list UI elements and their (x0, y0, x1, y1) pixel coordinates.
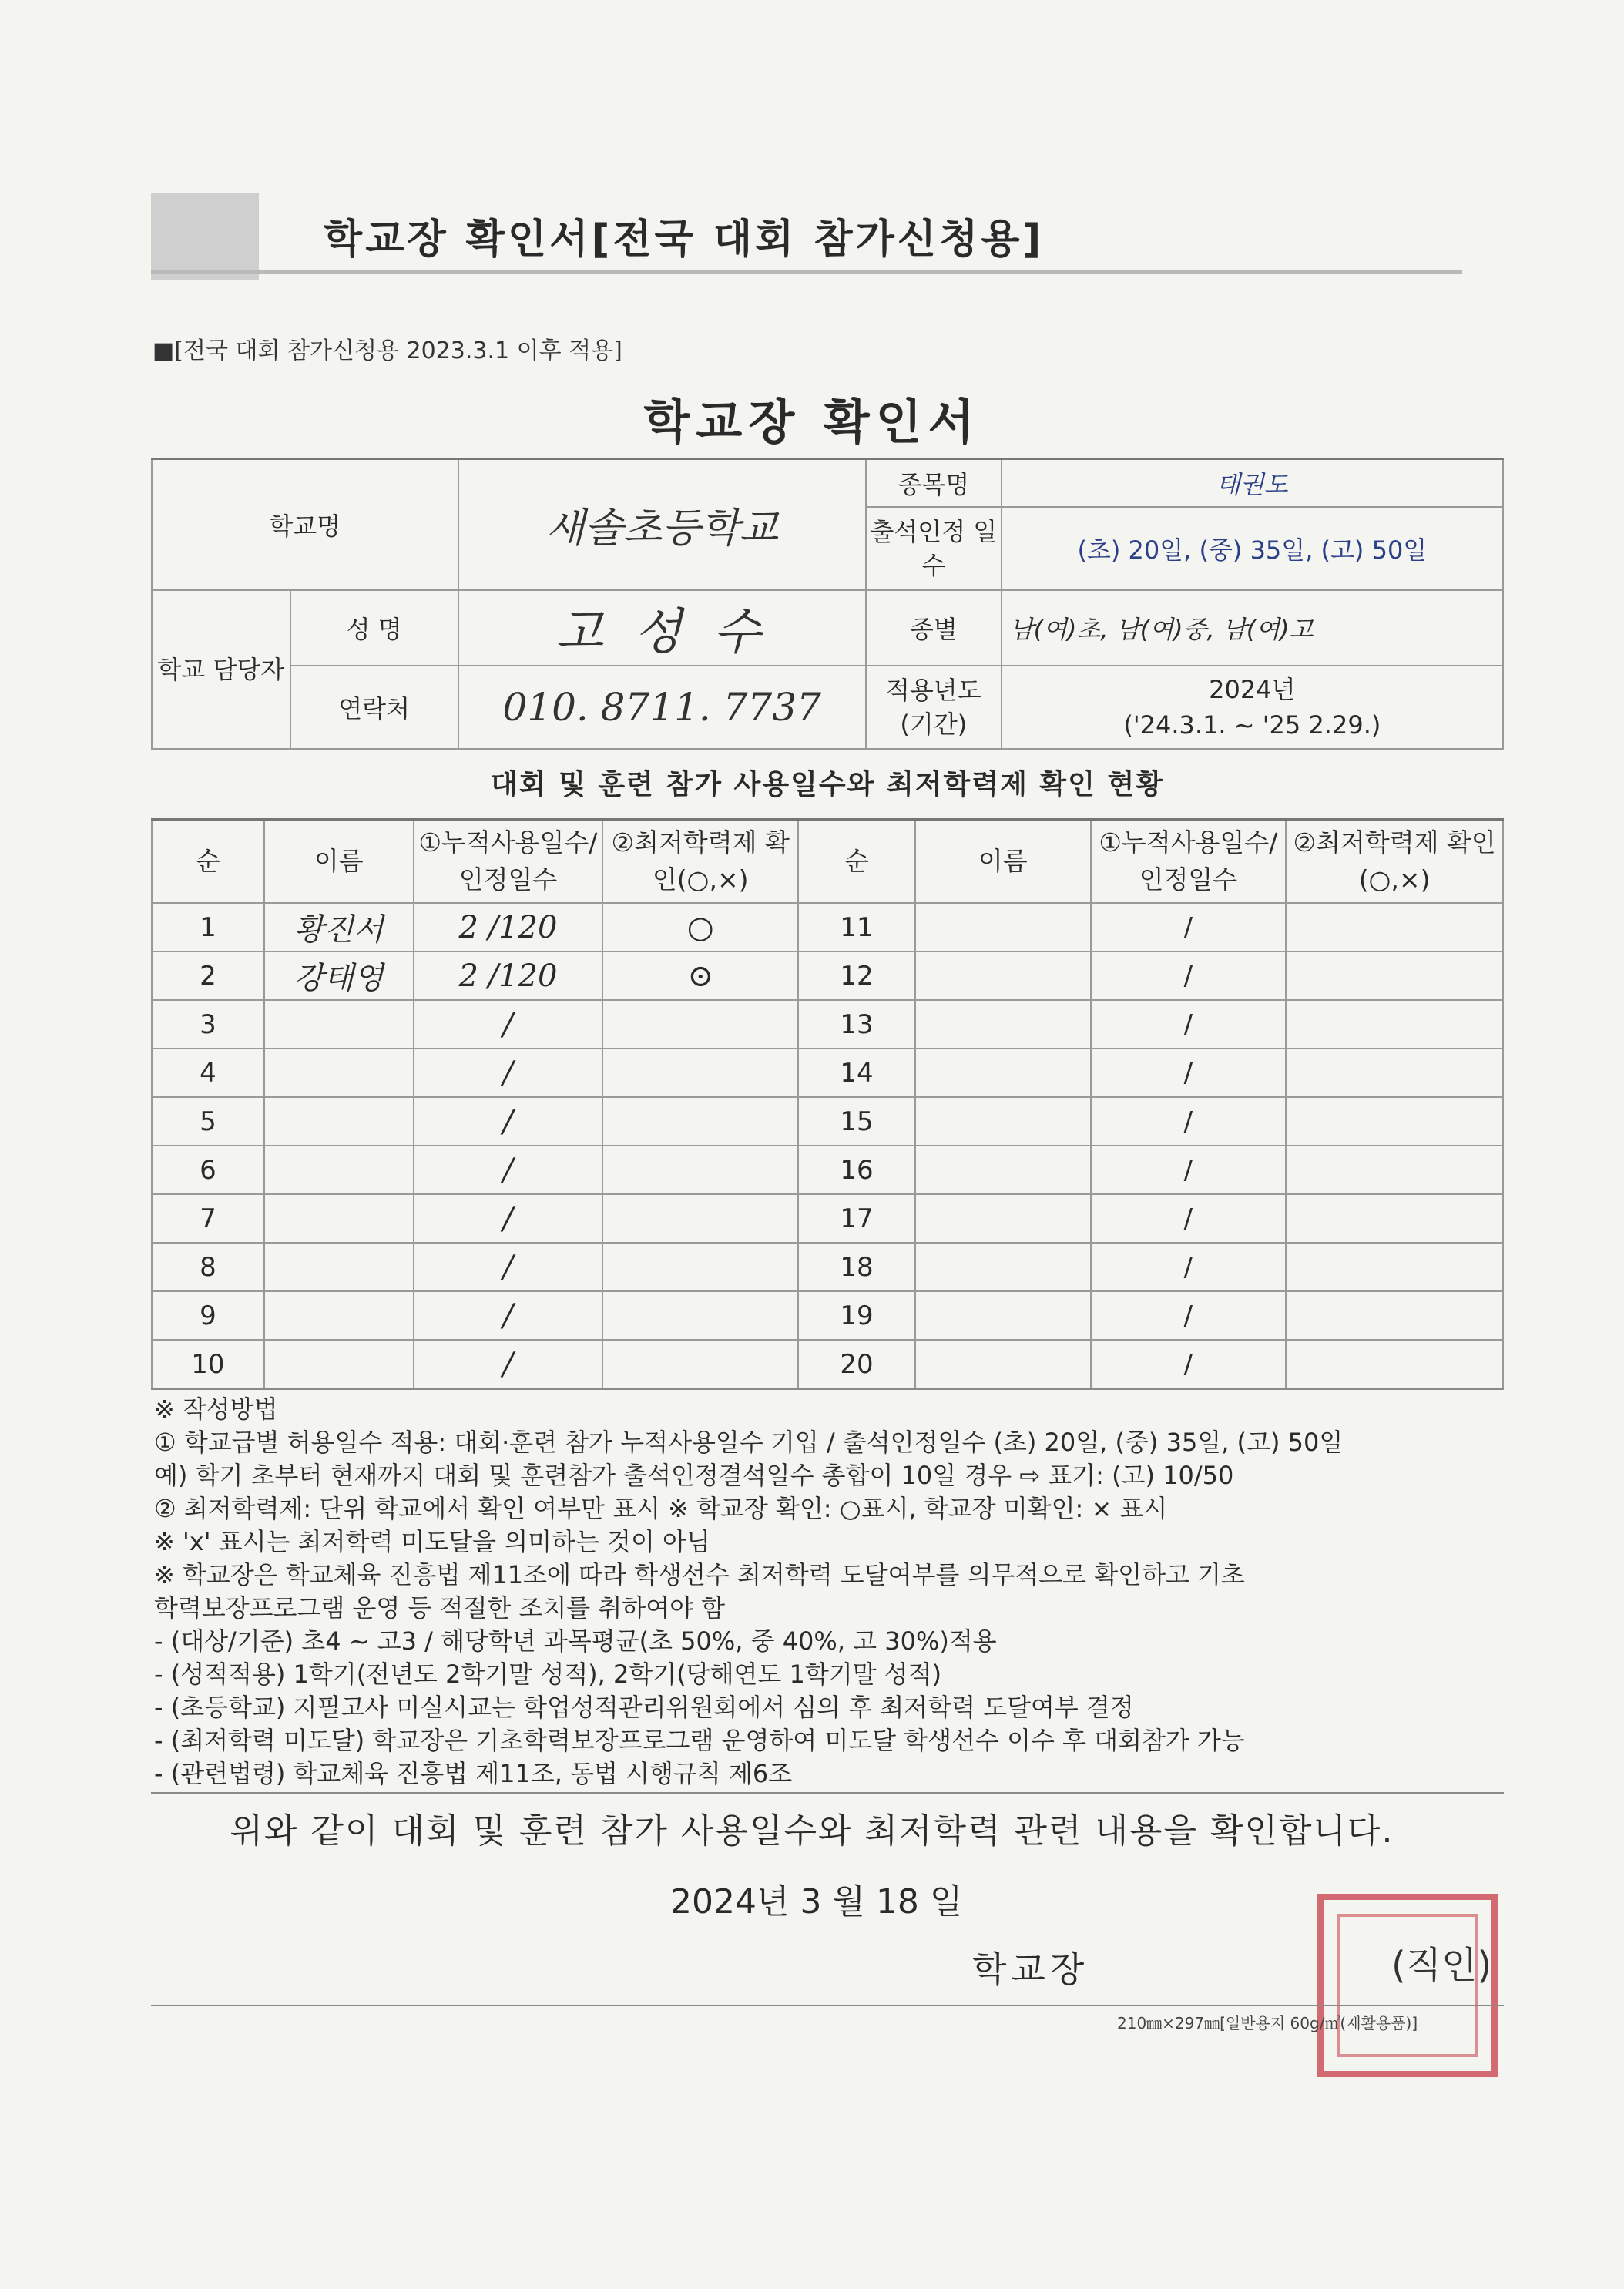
cell-name (264, 1049, 414, 1097)
instruction-line: ※ 'x' 표시는 최저학력 미도달을 의미하는 것이 아님 (154, 1527, 710, 1556)
cell-seq: 1 (152, 903, 264, 952)
cell-days: / (1091, 1049, 1287, 1097)
cell-days: / (414, 1146, 603, 1194)
instruction-line: - (대상/기준) 초4 ~ 고3 / 해당학년 과목평균(초 50%, 중 40%, 고 30%)적용 (154, 1626, 997, 1656)
cell-check (1286, 1291, 1503, 1340)
attendance-label: 출석인정 일수 (866, 507, 1002, 590)
cell-check (602, 1243, 798, 1291)
cell-seq: 14 (798, 1049, 915, 1097)
cell-days: / (1091, 1243, 1287, 1291)
instruction-line: - (최저학력 미도달) 학교장은 기초학력보장프로그램 운영하여 미도달 학생선수 이수 후 대회참가 가능 (154, 1726, 1245, 1755)
applicability-note: ■[전국 대회 참가신청용 2023.3.1 이후 적용] (153, 337, 622, 364)
header-days-right: ①누적사용일수/인정일수 (1091, 820, 1287, 904)
cell-days: / (414, 1243, 603, 1291)
cell-days: / (414, 1000, 603, 1049)
cell-check (1286, 1146, 1503, 1194)
cell-check (1286, 1000, 1503, 1049)
instruction-line: - (초등학교) 지필고사 미실시교는 학업성적관리위원회에서 심의 후 최저학력 도달여부 결정 (154, 1693, 1134, 1722)
cell-name (264, 1291, 414, 1340)
cell-seq: 19 (798, 1291, 915, 1340)
title-banner-underline (151, 270, 1462, 274)
cell-seq: 4 (152, 1049, 264, 1097)
cell-seq: 16 (798, 1146, 915, 1194)
cell-check (1286, 1340, 1503, 1388)
cell-name (915, 952, 1091, 1000)
cell-days: / (1091, 1194, 1287, 1243)
cell-days: 2 /120 (414, 952, 603, 1000)
year-value: 2024년 (1209, 674, 1296, 704)
cell-name (264, 1340, 414, 1388)
confirmation-statement: 위와 같이 대회 및 훈련 참가 사용일수와 최저학력 관련 내용을 확인합니다. (230, 1811, 1394, 1851)
manager-label: 학교 담당자 (152, 590, 290, 749)
title-banner-shade (151, 193, 259, 280)
cell-check (1286, 952, 1503, 1000)
cell-check (1286, 1097, 1503, 1146)
attendance-value: (초) 20일, (중) 35일, (고) 50일 (1002, 507, 1503, 590)
cell-days: / (414, 1097, 603, 1146)
cell-seq: 20 (798, 1340, 915, 1388)
banner-title: 학교장 확인서[전국 대회 참가신청용] (324, 216, 1045, 263)
cell-name (915, 1340, 1091, 1388)
cell-seq: 8 (152, 1243, 264, 1291)
table-row (152, 1291, 1503, 1340)
cell-days: / (414, 1340, 603, 1388)
seal-label: (직인) (1391, 1944, 1492, 1987)
cell-name (264, 1097, 414, 1146)
header-seq-left: 순 (152, 820, 264, 904)
cell-days: / (1091, 903, 1287, 952)
instruction-line: ② 최저학력제: 단위 학교에서 확인 여부만 표시 ※ 학교장 확인: ○표시, 학교장 미확인: × 표시 (154, 1494, 1168, 1523)
athlete-table (151, 818, 1504, 1389)
cell-days: / (1091, 1146, 1287, 1194)
table-row (152, 1146, 1503, 1194)
cell-seq: 5 (152, 1097, 264, 1146)
header-name-left: 이름 (264, 820, 414, 904)
cell-seq: 12 (798, 952, 915, 1000)
cell-name (264, 1146, 414, 1194)
table-row (152, 1097, 1503, 1146)
header-minimum-right: ②최저학력제 확인(○,×) (1286, 820, 1503, 904)
cell-name (915, 1194, 1091, 1243)
school-name-value: 새솔초등학교 (458, 459, 866, 590)
cell-days: / (414, 1194, 603, 1243)
cell-check (602, 1146, 798, 1194)
instruction-line: 학력보장프로그램 운영 등 적절한 조치를 취하여야 함 (154, 1593, 726, 1623)
cell-name (915, 1146, 1091, 1194)
document-title: 학교장 확인서 (643, 394, 981, 450)
cell-seq: 6 (152, 1146, 264, 1194)
cell-seq: 10 (152, 1340, 264, 1388)
cell-check: ○ (602, 903, 798, 952)
contact-value: 010. 8711. 7737 (458, 666, 866, 749)
paper-spec: 210㎜×297㎜[일반용지 60g/㎡(재활용품)] (1117, 2014, 1418, 2032)
cell-name (264, 1243, 414, 1291)
cell-name (264, 1000, 414, 1049)
cell-days: / (1091, 952, 1287, 1000)
instructions (154, 1393, 1510, 1791)
table-row (152, 952, 1503, 1000)
signing-date: 2024년 3 월 18 일 (670, 1882, 963, 1921)
cell-seq: 13 (798, 1000, 915, 1049)
table-row (152, 1194, 1503, 1243)
cell-days: / (1091, 1097, 1287, 1146)
cell-days: / (414, 1049, 603, 1097)
manager-name-value: 고 성 수 (458, 590, 866, 666)
instruction-line: - (관련법령) 학교체육 진흥법 제11조, 동법 시행규칙 제6조 (154, 1759, 793, 1788)
footer-rule (151, 2005, 1504, 2006)
cell-check (602, 1340, 798, 1388)
cell-seq: 18 (798, 1243, 915, 1291)
header-days-left: ①누적사용일수/인정일수 (414, 820, 603, 904)
year-label: 적용년도 (기간) (866, 666, 1002, 749)
cell-check (602, 1194, 798, 1243)
cell-name (915, 1049, 1091, 1097)
contact-label: 연락처 (290, 666, 458, 749)
name-label: 성 명 (290, 590, 458, 666)
table-row (152, 903, 1503, 952)
cell-check (602, 1097, 798, 1146)
year-cell (1002, 666, 1503, 749)
header-name-right: 이름 (915, 820, 1091, 904)
cell-name (915, 1291, 1091, 1340)
table-row (152, 1049, 1503, 1097)
period-value: ('24.3.1. ~ '25 2.29.) (1123, 710, 1381, 740)
section-title: 대회 및 훈련 참가 사용일수와 최저학력제 확인 현황 (490, 769, 1165, 800)
cell-name (264, 1194, 414, 1243)
cell-seq: 2 (152, 952, 264, 1000)
cell-seq: 11 (798, 903, 915, 952)
category-value: 남(여)초, 남(여)중, 남(여)고 (1002, 590, 1503, 666)
table-row (152, 1243, 1503, 1291)
instruction-line: ※ 작성방법 (154, 1395, 278, 1424)
cell-check (1286, 1243, 1503, 1291)
event-label: 종목명 (866, 459, 1002, 507)
cell-name (915, 903, 1091, 952)
cell-days: / (414, 1291, 603, 1340)
cell-days: / (1091, 1340, 1287, 1388)
cell-name (915, 1000, 1091, 1049)
header-seq-right: 순 (798, 820, 915, 904)
cell-check (1286, 1049, 1503, 1097)
cell-name: 강태영 (264, 952, 414, 1000)
cell-check (602, 1049, 798, 1097)
cell-seq: 17 (798, 1194, 915, 1243)
instruction-line: 예) 학기 초부터 현재까지 대회 및 훈련참가 출석인정결석일수 총합이 10일 경우 ⇨ 표기: (고) 10/50 (154, 1461, 1234, 1490)
cell-name (915, 1097, 1091, 1146)
cell-seq: 15 (798, 1097, 915, 1146)
cell-name: 황진서 (264, 903, 414, 952)
cell-seq: 7 (152, 1194, 264, 1243)
event-value: 태권도 (1002, 459, 1503, 507)
category-label: 종별 (866, 590, 1002, 666)
cell-check (1286, 903, 1503, 952)
cell-days: / (1091, 1000, 1287, 1049)
cell-check (1286, 1194, 1503, 1243)
cell-check: ⊙ (602, 952, 798, 1000)
school-info-table (151, 458, 1504, 750)
school-name-label: 학교명 (152, 459, 458, 590)
cell-check (602, 1291, 798, 1340)
notes-bottom-rule (151, 1792, 1504, 1794)
instruction-line: ※ 학교장은 학교체육 진흥법 제11조에 따라 학생선수 최저학력 도달여부를 의무적으로 확인하고 기초 (154, 1560, 1245, 1589)
cell-name (915, 1243, 1091, 1291)
instruction-line: - (성적적용) 1학기(전년도 2학기말 성적), 2학기(당해연도 1학기말 성적) (154, 1660, 942, 1689)
cell-days: 2 /120 (414, 903, 603, 952)
cell-seq: 3 (152, 1000, 264, 1049)
instruction-line: ① 학교급별 허용일수 적용: 대회·훈련 참가 누적사용일수 기입 / 출석인정일수 (초) 20일, (중) 35일, (고) 50일 (154, 1428, 1344, 1457)
principal-label: 학교장 (972, 1948, 1089, 1990)
cell-days: / (1091, 1291, 1287, 1340)
cell-check (602, 1000, 798, 1049)
notes-top-rule (151, 1388, 1504, 1390)
header-minimum-left: ②최저학력제 확인(○,×) (602, 820, 798, 904)
cell-seq: 9 (152, 1291, 264, 1340)
table-row (152, 1000, 1503, 1049)
table-row (152, 1340, 1503, 1388)
